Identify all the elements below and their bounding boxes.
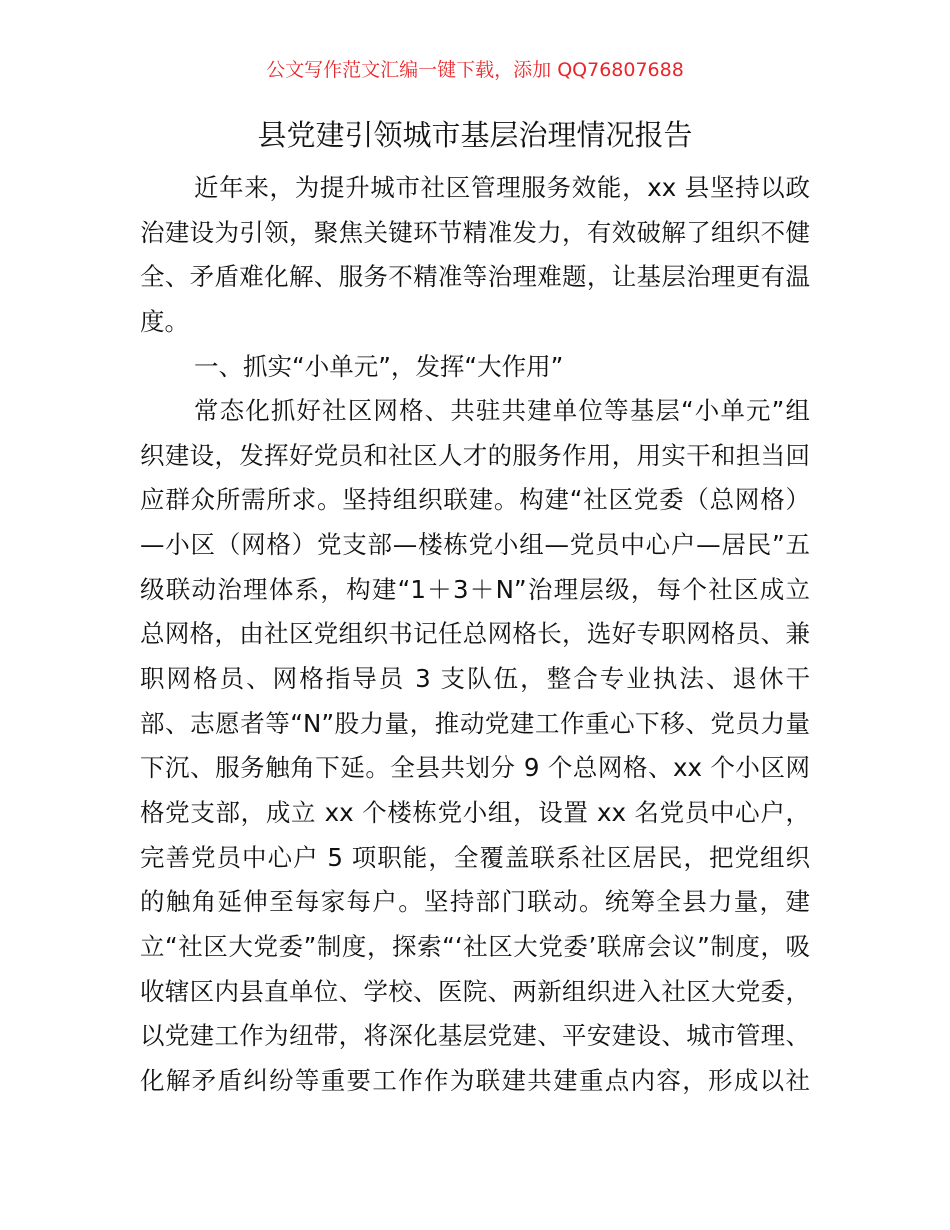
document-body [140, 166, 810, 1103]
text-line: 下沉、服务触角下延。全县共划分 9 个总网格、xx 个小区网 [140, 753, 810, 783]
text-line: 治建设为引领，聚焦关键环节精准发力，有效破解了组织不健 [140, 217, 810, 247]
text-line: 部、志愿者等“N”股力量，推动党建工作重心下移、党员力量 [140, 708, 810, 738]
text-line: 职网格员、网格指导员 3 支队伍，整合专业执法、退休干 [140, 664, 810, 694]
text-line: 以党建工作为纽带，将深化基层党建、平安建设、城市管理、 [140, 1021, 810, 1051]
paragraph-intro [140, 166, 810, 345]
text-line: 常态化抓好社区网格、共驻共建单位等基层“小单元”组 [194, 396, 810, 426]
text-line: 总网格，由社区党组织书记任总网格长，选好专职网格员、兼 [140, 619, 810, 649]
text-line: 完善党员中心户 5 项职能，全覆盖联系社区居民，把党组织 [140, 842, 810, 872]
text-line: 立“社区大党委”制度，探索“‘社区大党委’联席会议”制度，吸 [140, 931, 810, 961]
text-line: 近年来，为提升城市社区管理服务效能，xx 县坚持以政 [194, 173, 810, 202]
text-line: 应群众所需所求。坚持组织联建。构建“社区党委（总网格） [140, 485, 810, 515]
text-line: 的触角延伸至每家每户。坚持部门联动。统筹全县力量，建 [140, 887, 810, 917]
text-line: 收辖区内县直单位、学校、医院、两新组织进入社区大党委， [140, 976, 810, 1006]
text-line: —小区（网格）党支部—楼栋党小组—党员中心户—居民”五 [140, 530, 810, 560]
text-line: 格党支部，成立 xx 个楼栋党小组，设置 xx 名党员中心户， [140, 797, 810, 827]
text-line: 度。 [140, 306, 189, 336]
paragraph-section-1 [140, 389, 810, 1103]
download-watermark: 公文写作范文汇编一键下载，添加 QQ76807688 [266, 59, 684, 81]
text-line: 全、矛盾难化解、服务不精准等治理难题，让基层治理更有温 [140, 262, 810, 292]
document-title: 县党建引领城市基层治理情况报告 [257, 118, 693, 152]
section-heading [140, 345, 810, 390]
section-heading-text: 一、抓实“小单元”，发挥“大作用” [194, 351, 564, 381]
text-line: 级联动治理体系，构建“1＋3＋N”治理层级，每个社区成立 [140, 574, 810, 604]
text-line: 织建设，发挥好党员和社区人才的服务作用，用实干和担当回 [140, 440, 810, 470]
text-line: 化解矛盾纠纷等重要工作作为联建共建重点内容，形成以社 [140, 1065, 810, 1095]
